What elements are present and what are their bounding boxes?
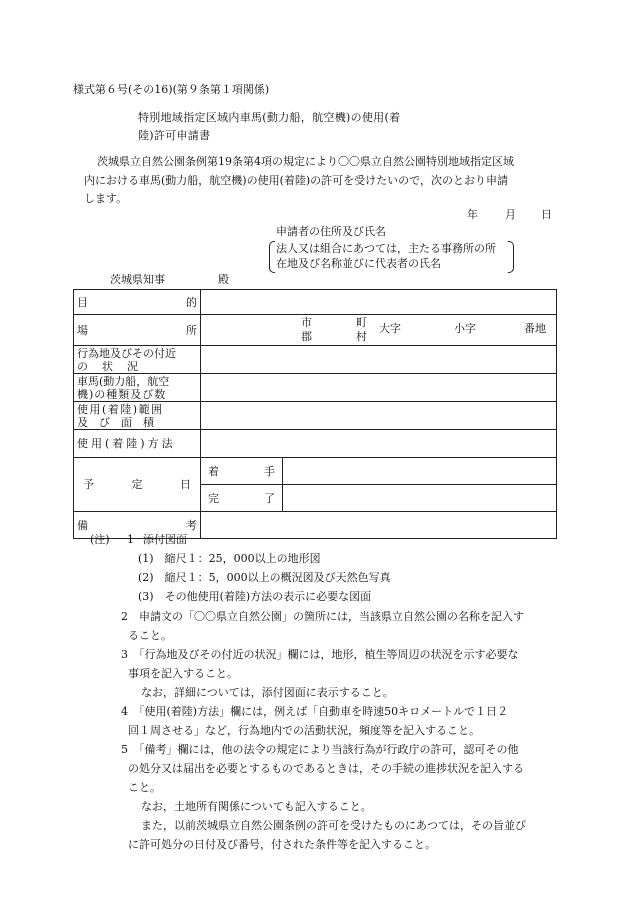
note5-line6: に許可処分の日付及び番号，付された条件等を記入すること。 [128,838,436,851]
note1-item3: (3) その他使用(着陸)方法の表示に必要な図面 [138,590,372,603]
note5-line4: なお，土地所有関係についても記入すること。 [141,800,372,813]
label-site-line1: 行為地及びその付近 [77,346,176,360]
row-method [74,430,557,458]
row-range [74,402,557,430]
note5-line3: こと。 [128,781,161,794]
applicant-note-line1: 法人又は組合にあつては，主たる事務所の所 [276,242,496,255]
label-range-line1: 使用(着陸)範囲 [77,402,164,416]
note1-item1: (1) 縮尺１：25，000以上の地形図 [138,552,321,565]
addr-machi: 町 [356,316,367,329]
row-site [74,346,557,374]
label-purpose-1: 目 [77,295,88,309]
label-remarks-2: 考 [186,518,197,532]
bracket-left [269,241,275,273]
addr-mura: 村 [356,330,367,343]
honorific: 殿 [218,273,229,286]
note4-line2: 回１周させる」など，行為地内での活動状況，頻度等を記入すること。 [128,724,480,737]
note4-line1: 4 「使用(着陸)方法」欄には，例えば「自動車を時速50キロメートルで１日２ [121,705,509,718]
applicant-note-line2: 在地及び名称並びに代表者の氏名 [276,257,441,270]
field-end-date[interactable] [283,485,557,512]
addr-gun: 郡 [301,330,312,343]
field-purpose[interactable] [201,290,557,315]
label-schedule-3: 日 [180,478,191,491]
notes-lead: (注) [90,533,110,546]
label-schedule-2: 定 [131,478,143,491]
addr-banchi: 番地 [524,322,546,335]
label-end-1: 完 [208,491,219,505]
note3-line3: なお，詳細については，添付図面に表示すること。 [141,686,394,699]
form-title-line2: 陸)許可申請書 [138,129,211,142]
label-remarks-1: 備 [77,518,88,532]
row-place [74,315,557,346]
label-start-2: 手 [264,464,275,478]
label-method: 使用(着陸)方法 [77,437,176,450]
date-day: 日 [541,208,552,221]
row-schedule-start [74,458,557,485]
label-vehicle-line1: 車馬(動力船，航空 [77,374,170,388]
note1-number: 1 [127,533,134,546]
date-year: 年 [467,208,478,221]
note3-line1: 3 「行為地及びその付近の状況」欄には，地形，植生等周辺の状況を示す必要な [121,648,519,661]
label-place-1: 場 [77,323,88,337]
field-range[interactable] [201,402,557,430]
label-vehicle-line2: 機)の種類及び数 [77,387,167,401]
label-place-2: 所 [186,323,197,337]
field-vehicle[interactable] [201,374,557,402]
field-start-date[interactable] [283,458,557,485]
label-end-2: 了 [264,491,275,505]
label-site-line2: の状況 [77,359,152,373]
addr-koaza: 小字 [454,322,476,335]
note2-line1: 2 申請文の「〇〇県立自然公園」の箇所には，当該県立自然公園の名称を記入す [121,610,524,623]
field-site[interactable] [201,346,557,374]
note1-text: 添付図面 [143,533,187,546]
note5-line5: また，以前茨城県立自然公園条例の許可を受けたものにあつては，その旨並び [141,819,526,832]
field-method[interactable] [201,430,557,458]
label-range-line2: 及び面積 [77,415,165,429]
addressee: 茨城県知事 [110,273,165,286]
field-remarks[interactable] [201,512,557,539]
label-purpose-2: 的 [186,295,197,309]
form-number: 様式第６号(その16)(第９条第１項関係) [73,83,270,96]
body-line2: 内における車馬(動力船，航空機)の使用(着陸)の許可を受けたいので，次のとおり申請 [84,174,508,187]
label-schedule-1: 予 [83,478,94,491]
form-title-line1: 特別地域指定区域内車馬(動力船，航空機)の使用(着 [138,111,401,124]
label-start-1: 着 [208,464,219,478]
body-line3: します。 [84,192,128,205]
body-line1: 茨城県立自然公園条例第19条第4項の規定により〇〇県立自然公園特別地域指定区域 [97,155,514,168]
note3-line2: 事項を記入すること。 [128,667,238,680]
date-month: 月 [505,208,516,221]
note5-line2: の処分又は届出を必要とするものであるときは，その手続の進捗状況を記入する [128,762,524,775]
row-vehicle [74,374,557,402]
addr-shi: 市 [301,316,312,329]
field-place[interactable] [201,315,557,346]
application-table [73,289,557,539]
addr-oaza: 大字 [379,322,401,335]
row-purpose [74,290,557,315]
note1-item2: (2) 縮尺１：5，000以上の概況図及び天然色写真 [138,571,391,584]
note2-line2: ること。 [128,629,172,642]
applicant-label: 申請者の住所及び氏名 [276,225,386,238]
note5-line1: 5 「備考」欄には，他の法令の規定により当該行為が行政庁の許可，認可その他 [121,743,519,756]
bracket-right [508,241,514,273]
